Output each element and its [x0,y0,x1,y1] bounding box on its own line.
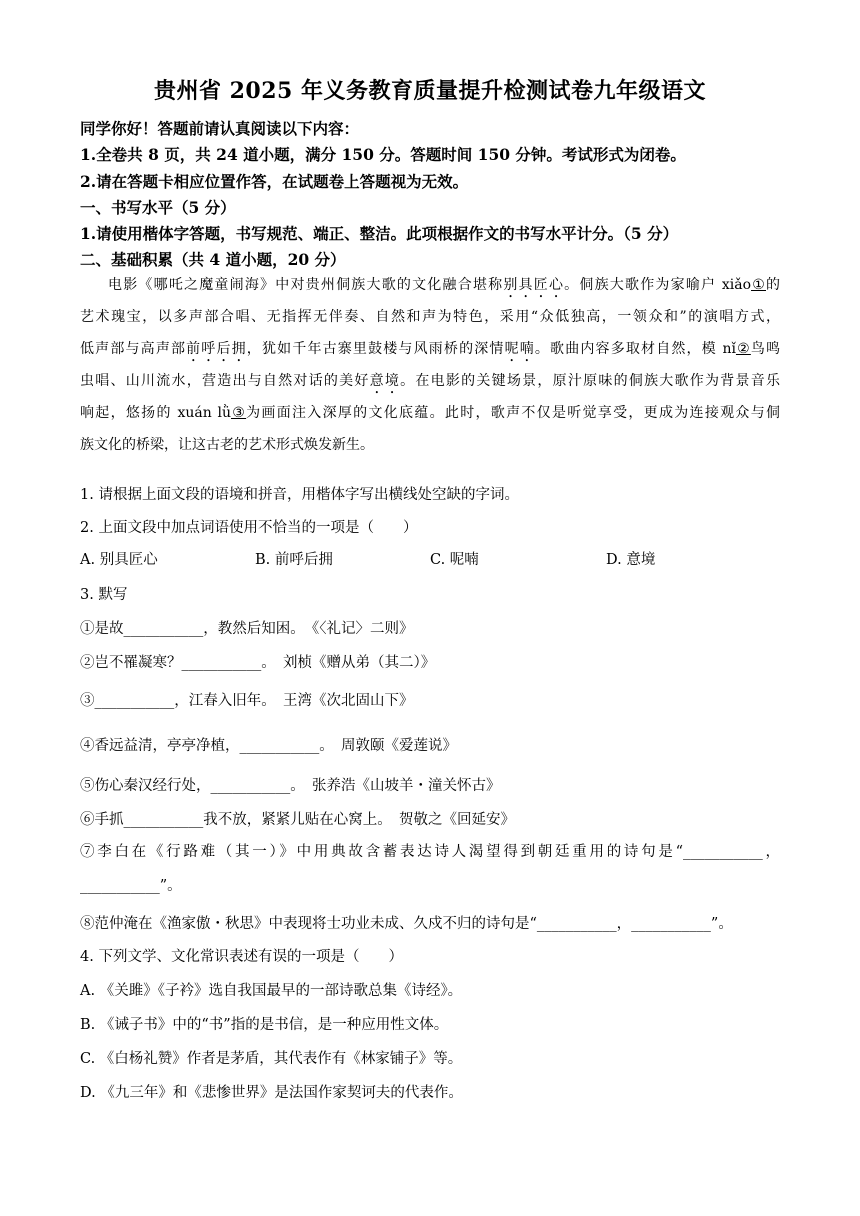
dictation-item-8: ⑧范仲淹在《渔家傲・秋思》中表现将士功业未成、久戍不归的诗句是“___________，___________”。 [80,916,733,932]
dictation-item-1: ①是故___________，教然后知困。 《〈礼记〉二则》 [80,621,414,637]
dictation-item-5: ⑤伤心秦汉经行处，___________。 张养浩《山坡羊・潼关怀古》 [80,778,501,794]
blank-3: ③ [231,405,247,421]
dotted-word: 别具匠心 [503,277,565,293]
q4-option-c: C. 《白杨礼赞》作者是茅盾，其代表作有《林家铺子》等。 [80,1051,463,1067]
dotted-word: 前呼后拥 [186,341,247,357]
dotted-word: 意境 [369,373,401,389]
passage-line: 电影《哪吒之魔童闹海》中对贵州侗族大歌的文化融合堪称别具匠心。侗族大歌作为家喻户 xiǎo①的 [108,277,780,293]
option-b: B. 前呼后拥 [255,552,333,568]
question-2-options [80,548,780,572]
passage-line: 响起，悠扬的 xuán lǜ③为画面注入深厚的文化底蕴。此时，歌声不仅是听觉享受，更成为连接观众与侗 [80,405,781,421]
dictation-item-4: ④香远益清，亭亭净植，___________。 周敦颐《爱莲说》 [80,738,457,754]
passage-line: 低声部与高声部前呼后拥，犹如千年古寨里鼓楼与风雨桥的深情呢喃。歌曲内容多取材自然，模 nǐ②鸟鸣 [80,341,781,357]
passage-line: 族文化的桥梁，让这古老的艺术形式焕发新生。 [80,437,374,453]
passage-line: 艺术瑰宝，以多声部合唱、无指挥无伴奏、自然和声为特色，采用“众低独高，一领众和”的演唱方式， [80,309,780,325]
question-3-stem: 3. 默写 [80,587,128,603]
dictation-item-3: ③___________，江春入旧年。 王湾《次北固山下》 [80,693,414,709]
blank-1: ① [751,277,766,293]
dotted-word: 呢喃 [504,341,535,357]
q4-option-d: D. 《九三年》和《悲惨世界》是法国作家契诃夫的代表作。 [80,1085,463,1101]
dictation-item-6: ⑥手抓___________我不放，紧紧儿贴在心窝上。 贺敬之《回延安》 [80,812,515,828]
notice-greeting: 同学你好！答题前请认真阅读以下内容： [80,119,360,138]
notice-item-2: 2.请在答题卡相应位置作答，在试题卷上答题视为无效。 [80,172,469,191]
option-c: C. 呢喃 [430,552,479,568]
notice-item-1: 1.全卷共 8 页，共 24 道小题，满分 150 分。答题时间 150 分钟。考试形式为闭卷。 [80,145,686,164]
dictation-item-7-line-2: ___________”。 [80,878,182,894]
section-1-question: 1.请使用楷体字答题，书写规范、端正、整洁。此项根据作文的书写水平计分。（5 分） [80,224,679,243]
q4-option-b: B. 《诫子书》中的“书”指的是书信，是一种应用性文体。 [80,1017,449,1033]
dictation-item-2: ②岂不罹凝寒？___________。 刘桢《赠从弟（其二）》 [80,655,436,671]
dictation-item-7 [80,835,780,903]
passage-line: 虫唱、山川流水，营造出与自然对话的美好意境。在电影的关键场景，原汁原味的侗族大歌作为背景音乐 [80,373,781,389]
question-4-stem: 4. 下列文学、文化常识表述有误的一项是（ ） [80,949,403,965]
option-d: D. 意境 [606,552,656,568]
exam-title: 贵州省 2025 年义务教育质量提升检测试卷九年级语文 [153,78,707,104]
question-1: 1. 请根据上面文段的语境和拼音，用楷体字写出横线处空缺的字词。 [80,487,519,503]
blank-2: ② [735,341,751,357]
reading-passage [80,269,780,461]
option-a: A. 别具匠心 [80,552,158,568]
question-2-stem: 2. 上面文段中加点词语使用不恰当的一项是（ ） [80,520,418,536]
section-1-heading: 一、书写水平（5 分） [80,198,236,217]
dictation-item-7-line-1: ⑦李白在《行路难（其一）》中用典故含蓄表达诗人渴望得到朝廷重用的诗句是“___________， [80,844,780,860]
q4-option-a: A. 《关雎》《子衿》选自我国最早的一部诗歌总集《诗经》。 [80,983,463,999]
section-2-heading: 二、基础积累（共 4 道小题，20 分） [80,250,346,269]
